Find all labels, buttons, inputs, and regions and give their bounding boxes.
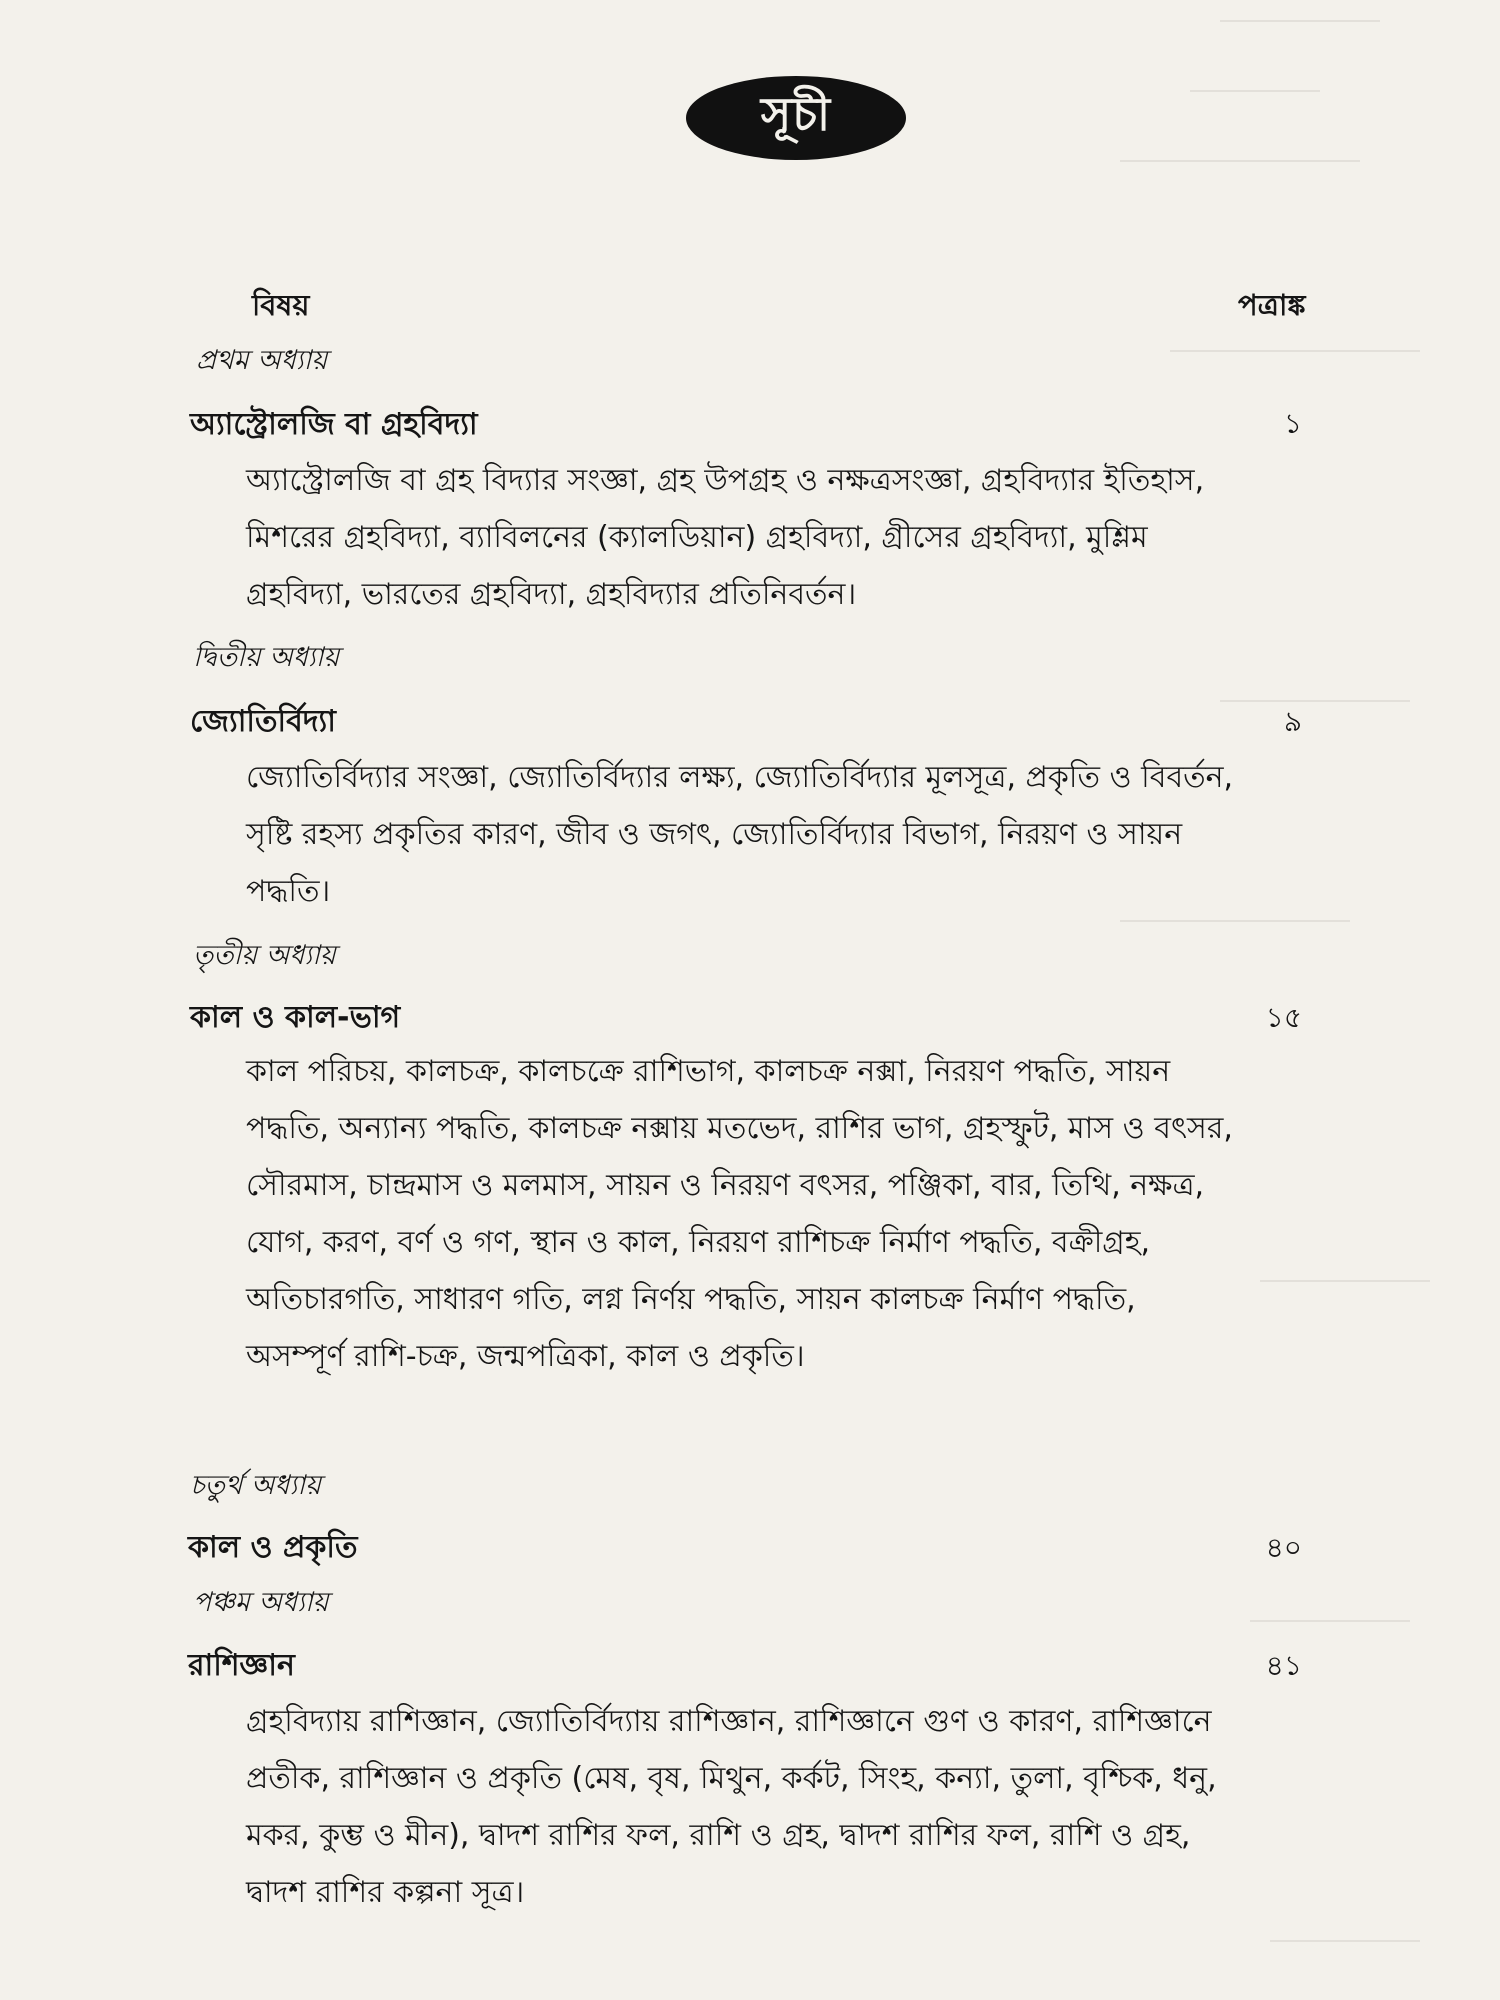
chapter-label: পঞ্চম অধ্যায় <box>193 1587 329 1618</box>
chapter-label: চতুর্থ অধ্যায় <box>190 1470 321 1501</box>
entry-description: কাল পরিচয়, কালচক্র, কালচক্রে রাশিভাগ, কালচক্র নক্সা, নিরয়ণ পদ্ধতি, সায়ন পদ্ধতি, অন্যান্য পদ্ধতি, কালচক্র নক্সায় মতভেদ, রাশির ভাগ, গ্রহস্ফুট, মাস ও বৎসর, সৌরমাস, চান্দ্রমাস ও মলমাস, সায়ন ও নিরয়ণ বৎসর, পঞ্জিকা, বার, তিথি, নক্ষত্র, যোগ, করণ, বর্ণ ও গণ, স্থান ও কাল, নিরয়ণ রাশিচক্র নির্মাণ পদ্ধতি, বক্রীগ্রহ, অতিচারগতি, সাধারণ গতি, লগ্ন নির্ণয় পদ্ধতি, সায়ন কালচক্র নির্মাণ পদ্ধতি, অসম্পূর্ণ রাশি-চক্র, জন্মপত্রিকা, কাল ও প্রকৃতি। <box>246 1054 1233 1374</box>
chapter-label: তৃতীয় অধ্যায় <box>193 940 336 971</box>
entry-description: জ্যোতির্বিদ্যার সংজ্ঞা, জ্যোতির্বিদ্যার লক্ষ্য, জ্যোতির্বিদ্যার মূলসূত্র, প্রকৃতি ও বিবর্তন, সৃষ্টি রহস্য প্রকৃতির কারণ, জীব ও জগৎ, জ্যোতির্বিদ্যার বিভাগ, নিরয়ণ ও সায়ন পদ্ধতি। <box>246 760 1234 909</box>
page-column-header: পত্রাঙ্ক <box>1238 288 1306 322</box>
page-title <box>686 76 906 160</box>
entry-description: গ্রহবিদ্যায় রাশিজ্ঞান, জ্যোতির্বিদ্যায় রাশিজ্ঞান, রাশিজ্ঞানে গুণ ও কারণ, রাশিজ্ঞানে প্রতীক, রাশিজ্ঞান ও প্রকৃতি (মেষ, বৃষ, মিথুন, কর্কট, সিংহ, কন্যা, তুলা, বৃশ্চিক, ধনু, মকর, কুম্ভ ও মীন), দ্বাদশ রাশির ফল, রাশি ও গ্রহ, দ্বাদশ রাশির ফল, রাশি ও গ্রহ, দ্বাদশ রাশির কল্পনা সূত্র। <box>246 1704 1217 1910</box>
entry-heading: রাশিজ্ঞান <box>188 1648 295 1683</box>
subject-column-header: বিষয় <box>252 288 310 322</box>
entry-description: অ্যাস্ট্রোলজি বা গ্রহ বিদ্যার সংজ্ঞা, গ্রহ উপগ্রহ ও নক্ষত্রসংজ্ঞা, গ্রহবিদ্যার ইতিহাস, মিশরের গ্রহবিদ্যা, ব্যাবিলনের (ক্যালডিয়ান) গ্রহবিদ্যা, গ্রীসের গ্রহবিদ্যা, মুশ্লিম গ্রহবিদ্যা, ভারতের গ্রহবিদ্যা, গ্রহবিদ্যার প্রতিনিবর্তন। <box>246 463 1205 612</box>
entry-page-number: ১ <box>1283 407 1302 440</box>
entry-page-number: ৪০ <box>1265 1531 1302 1564</box>
chapter-label: প্রথম অধ্যায় <box>196 345 328 376</box>
page-title-text: সূচী <box>760 87 832 141</box>
entry-heading: অ্যাস্ট্রোলজি বা গ্রহবিদ্যা <box>190 407 478 442</box>
entry-page-number: ৪১ <box>1265 1649 1302 1682</box>
entry-heading: কাল ও কাল-ভাগ <box>190 1000 401 1035</box>
chapter-label: দ্বিতীয় অধ্যায় <box>193 642 340 673</box>
entry-page-number: ৯ <box>1283 705 1302 738</box>
entry-heading: জ্যোতির্বিদ্যা <box>190 704 336 739</box>
bleed-through-texture <box>1020 20 1440 1970</box>
entry-heading: কাল ও প্রকৃতি <box>188 1530 358 1565</box>
entry-page-number: ১৫ <box>1265 1001 1302 1034</box>
